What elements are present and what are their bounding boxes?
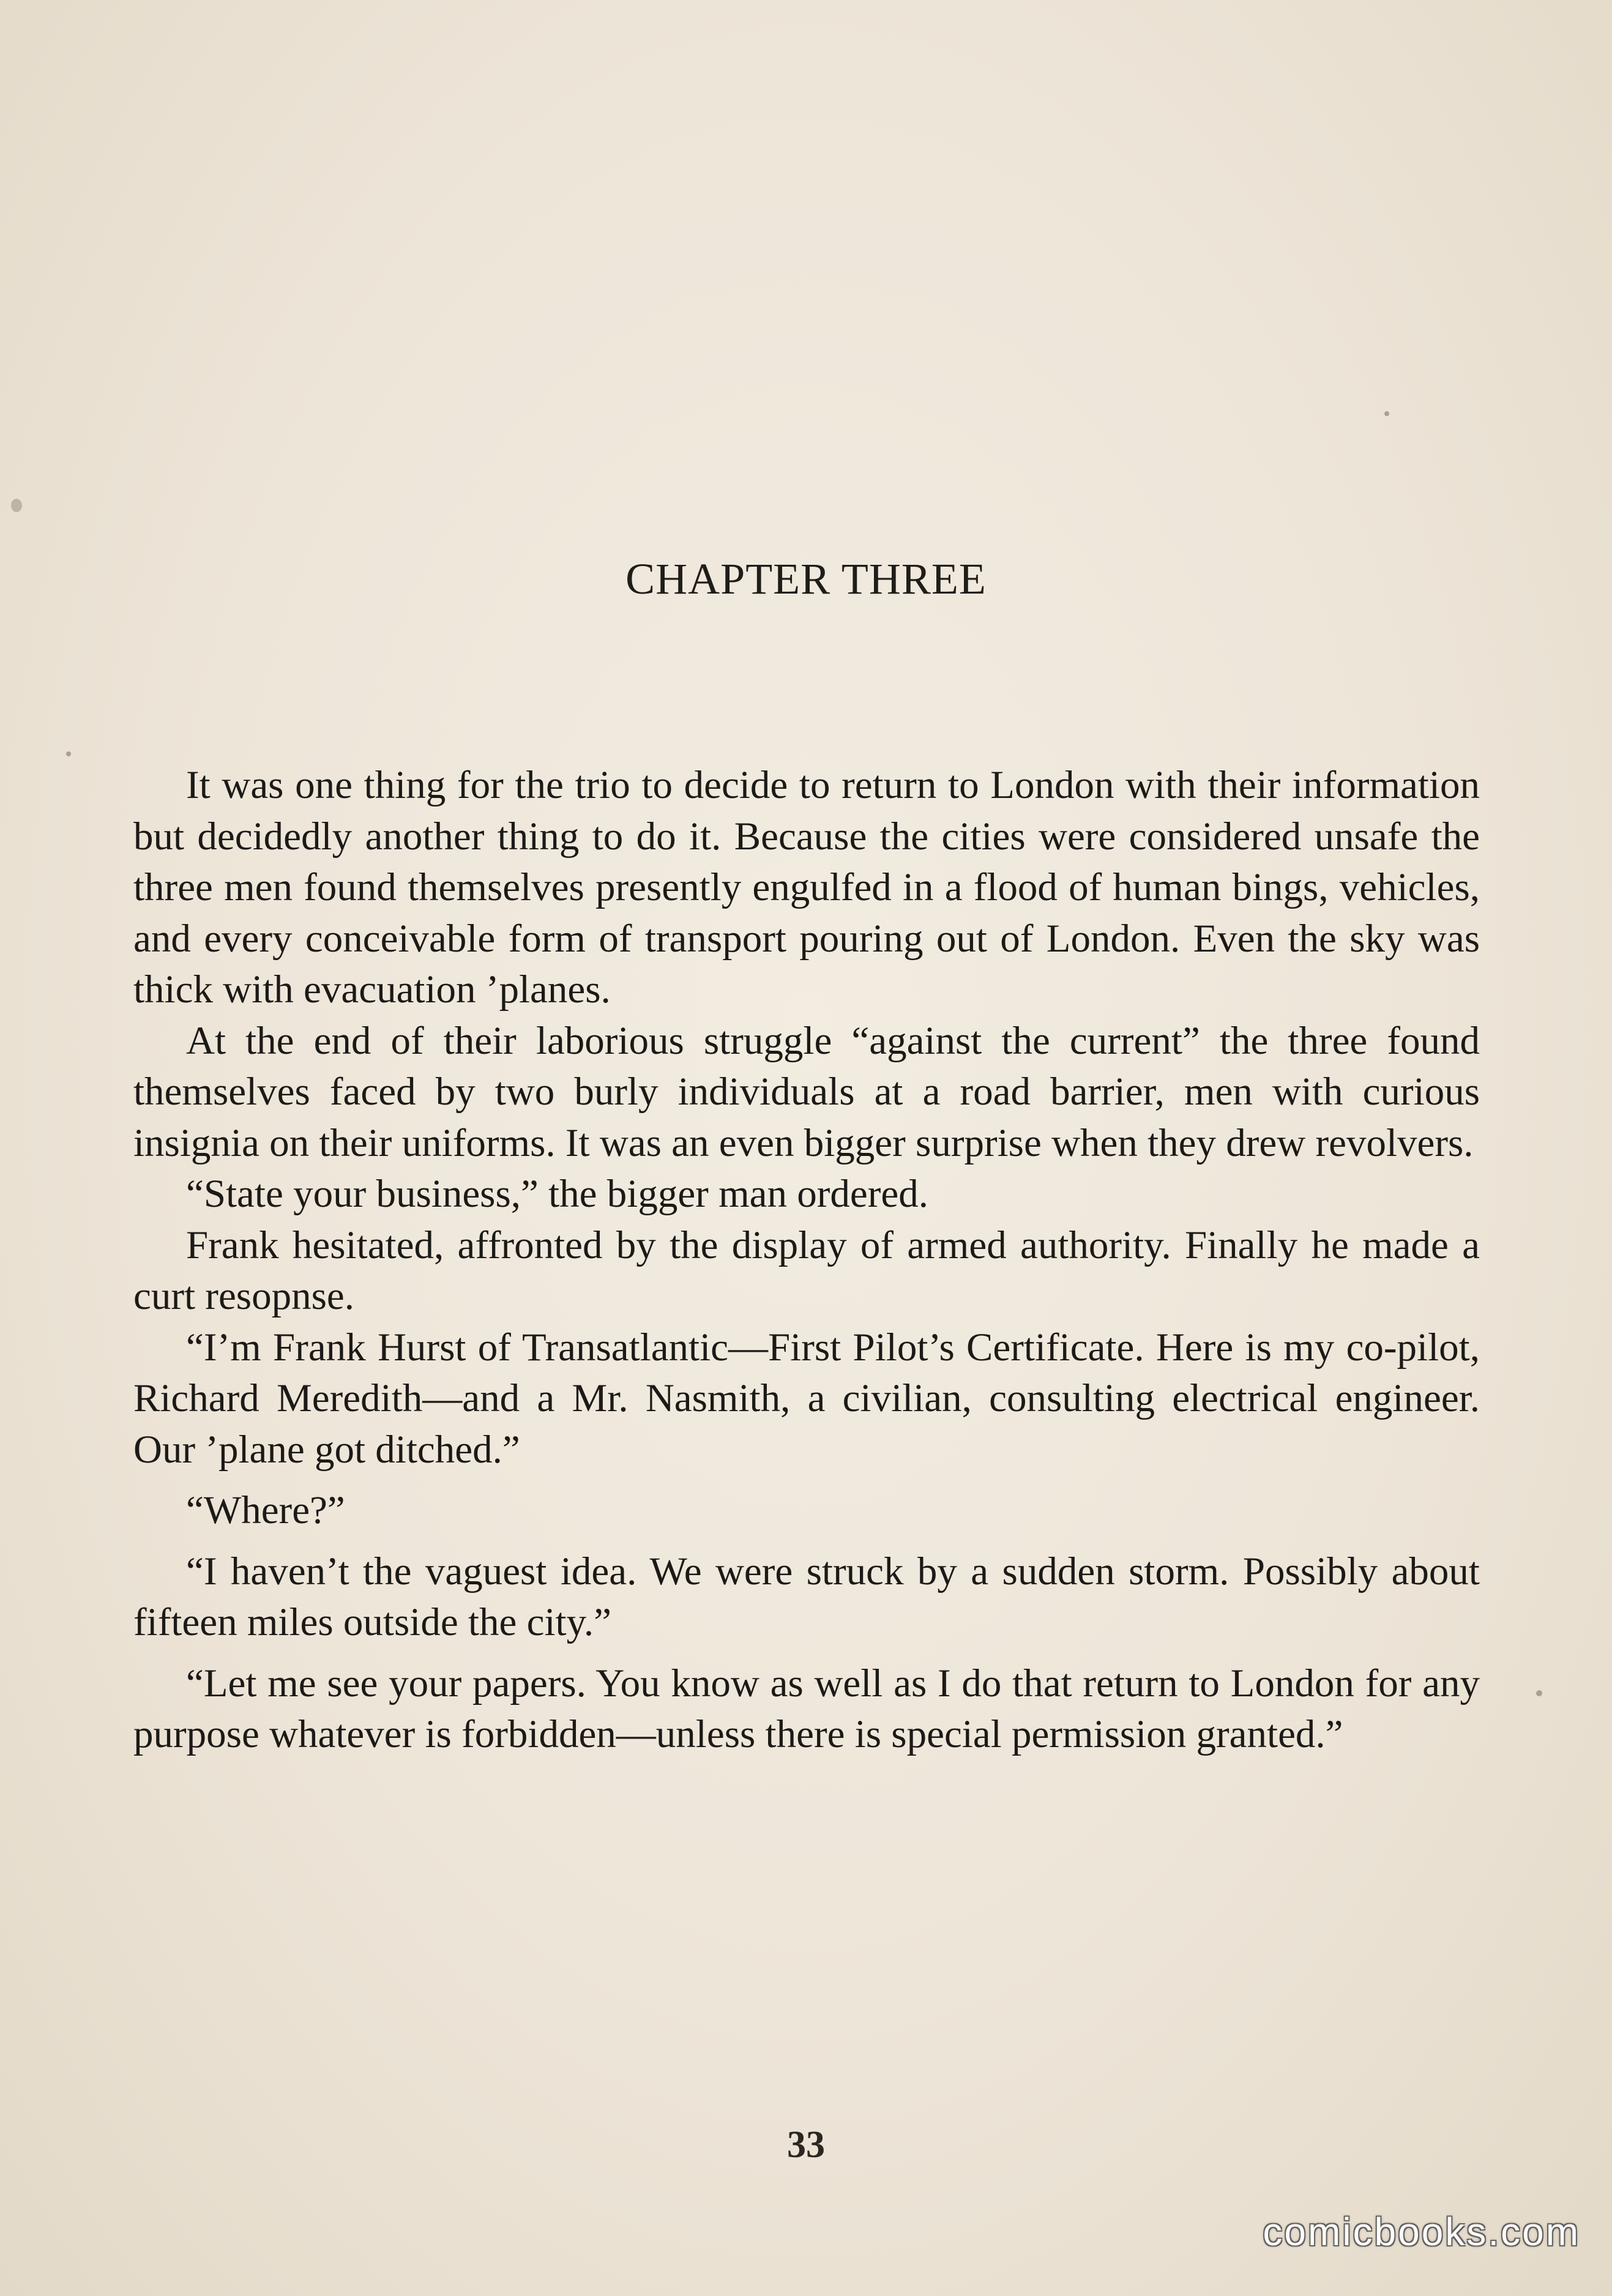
paragraph: “I’m Frank Hurst of Transatlantic—First Pilot’s Certificate. Here is my co-pilot, Richard Meredith—and a Mr. Nasmith, a civilian, consulting electrical engineer. Our ’plane got ditched.” xyxy=(133,1325,1480,1472)
paragraph: “Let me see your papers. You know as well as I do that return to London for any purpose whatever is forbidden—unless there is special permission granted.” xyxy=(133,1661,1480,1756)
paper-speck xyxy=(11,499,22,512)
paper-speck xyxy=(66,751,71,756)
page-number: 33 xyxy=(787,2124,825,2166)
paragraph: Frank hesitated, affronted by the display of armed authority. Finally he made a curt resopnse. xyxy=(133,1223,1480,1318)
bleed-through-text xyxy=(132,122,1484,174)
paper-speck xyxy=(1536,1690,1542,1696)
paragraph: “State your business,” the bigger man ordered. xyxy=(186,1172,928,1216)
watermark-logo: comicbooks.com xyxy=(1263,2210,1580,2254)
paragraph: It was one thing for the trio to decide to return to London with their information but decidedly another thing to do it. Because the cities were considered unsafe the three men found themselves presently engulfed in a flood of human bings, vehicles, and every conceivable form of transport pouring out of London. Even the sky was thick with evacuation ’planes. xyxy=(133,763,1480,1012)
paragraph: “Where?” xyxy=(186,1488,345,1532)
paragraph: At the end of their laborious struggle “against the current” the three found themselves faced by two burly individuals at a road barrier, men with curious insignia on their uniforms. It was an even bigger surprise when they drew revolvers. xyxy=(133,1018,1480,1165)
chapter-title: CHAPTER THREE xyxy=(625,554,987,603)
paper-speck xyxy=(1384,411,1389,416)
chapter-body xyxy=(133,760,1480,1761)
paragraph: “I haven’t the vaguest idea. We were struck by a sudden storm. Possibly about fifteen miles outside the city.” xyxy=(133,1549,1480,1644)
